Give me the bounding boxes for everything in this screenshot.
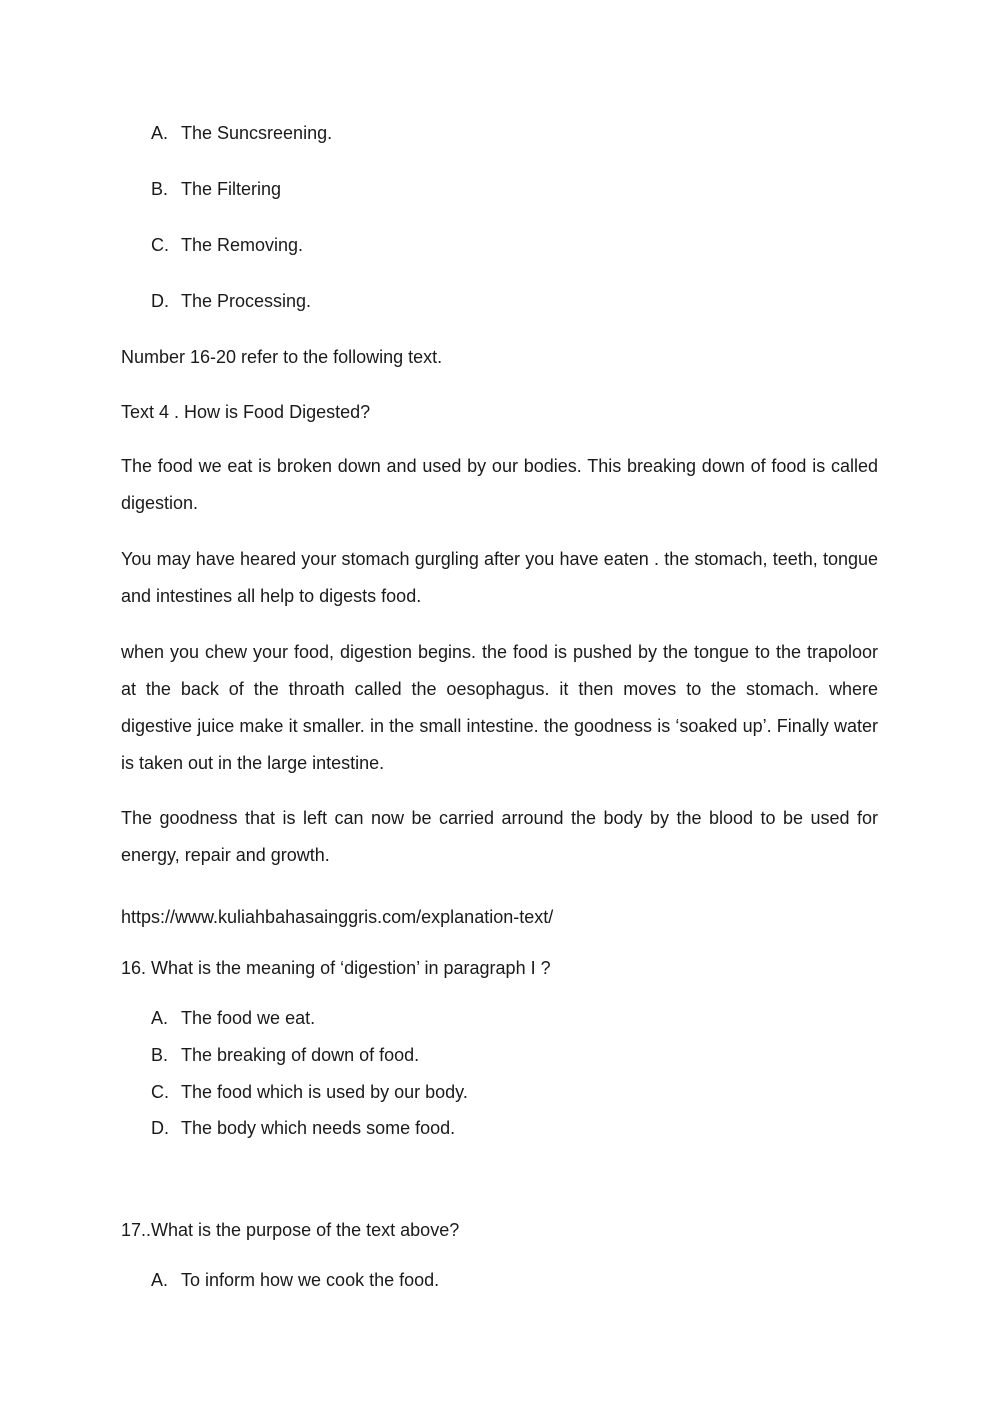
option-text: The Suncsreening.: [181, 123, 333, 143]
option-letter: A.: [151, 1270, 169, 1290]
question-16: 16. What is the meaning of ‘digestion’ in paragraph I ?: [121, 958, 551, 978]
option-text: The food which is used by our body.: [181, 1082, 468, 1102]
option-letter: A.: [151, 1008, 169, 1028]
paragraph-1: The food we eat is broken down and used by our bodies. This breaking down of food is called digestion.: [121, 456, 878, 513]
option-letter: D.: [151, 1118, 169, 1138]
paragraph-3: when you chew your food, digestion begins. the food is pushed by the tongue to the trapoloor at the back of the throath called the oesophagus. it then moves to the stomach. where digestive juice make it smaller. in the small intestine. the goodness is ‘soaked up’. Finally water is taken out in the large intestine.: [121, 642, 878, 773]
intro-line: Number 16-20 refer to the following text.: [121, 347, 443, 367]
option-letter: A.: [151, 123, 169, 143]
option-letter: B.: [151, 179, 169, 199]
question-17: 17..What is the purpose of the text above?: [121, 1220, 460, 1240]
option-letter: C.: [151, 1082, 169, 1102]
paragraph-2: You may have heared your stomach gurgling after you have eaten . the stomach, teeth, tongue and intestines all help to digests food.: [121, 549, 878, 606]
option-letter: C.: [151, 235, 169, 255]
option-text: To inform how we cook the food.: [181, 1270, 440, 1290]
option-text: The food we eat.: [181, 1008, 316, 1028]
option-text: The body which needs some food.: [181, 1118, 456, 1138]
source-link[interactable]: https://www.kuliahbahasainggris.com/explanation-text/: [121, 907, 554, 927]
option-letter: B.: [151, 1045, 169, 1065]
paragraph-4: The goodness that is left can now be carried arround the body by the blood to be used for energy, repair and growth.: [121, 808, 878, 865]
option-text: The Filtering: [181, 179, 282, 199]
option-text: The Processing.: [181, 291, 312, 311]
option-text: The breaking of down of food.: [181, 1045, 420, 1065]
text-title: Text 4 . How is Food Digested?: [121, 402, 371, 422]
option-letter: D.: [151, 291, 169, 311]
option-text: The Removing.: [181, 235, 304, 255]
